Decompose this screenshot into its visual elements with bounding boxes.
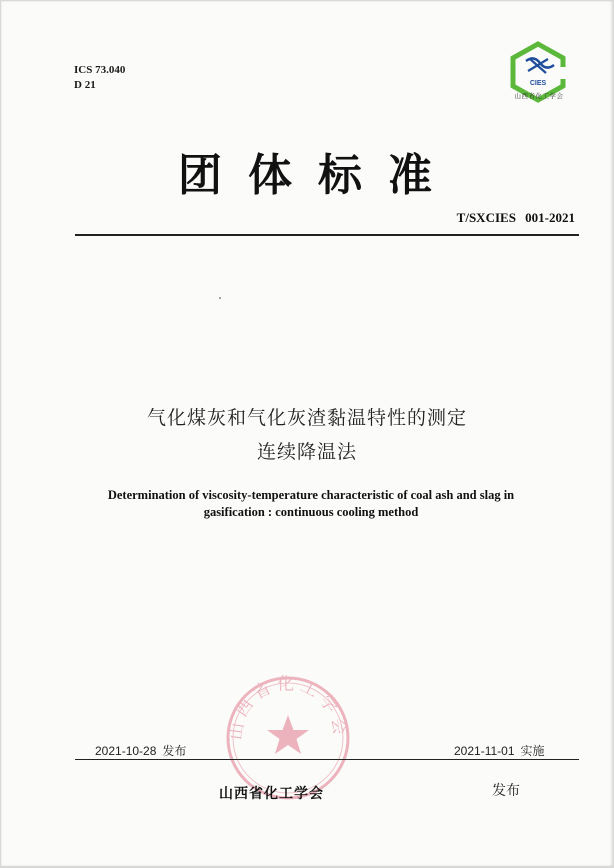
document-cover-page (1, 1, 613, 866)
ics-code: ICS 73.040 (74, 64, 126, 76)
implementation-date-line (454, 742, 545, 759)
publish-label: 发布 (492, 783, 520, 799)
implementation-date: 2021-11-01 (454, 744, 515, 758)
english-title (81, 487, 541, 521)
english-title-line-2: gasification : continuous cooling method (203, 505, 419, 519)
classification-codes (74, 63, 125, 93)
publisher-name: 山西省化工学会 (219, 786, 324, 802)
seal-text: 山西省化工学会 (226, 674, 350, 741)
ccs-code: D 21 (74, 79, 96, 91)
standard-code: T/SXCIES 001-2021 (456, 210, 575, 225)
english-title-line-1: Determination of viscosity-temperature characteristic of coal ash and slag in (107, 488, 515, 502)
standard-type-title: 团体标准 (178, 150, 458, 201)
scan-speck (219, 297, 221, 299)
chinese-title-line-1: 气化煤灰和气化灰渣黏温特性的测定 (146, 407, 467, 429)
release-date-line (95, 742, 186, 759)
page-edge-shadow (609, 1, 613, 866)
logo-text: CIES (529, 80, 547, 87)
logo-org-name: 山西省化工学会 (514, 92, 564, 100)
release-date: 2021-10-28 (95, 744, 157, 758)
chinese-title-line-2: 连续降温法 (256, 441, 357, 463)
top-divider (75, 234, 579, 236)
implementation-label: 实施 (520, 744, 545, 758)
bottom-divider (75, 759, 579, 760)
release-label: 发布 (162, 744, 187, 758)
